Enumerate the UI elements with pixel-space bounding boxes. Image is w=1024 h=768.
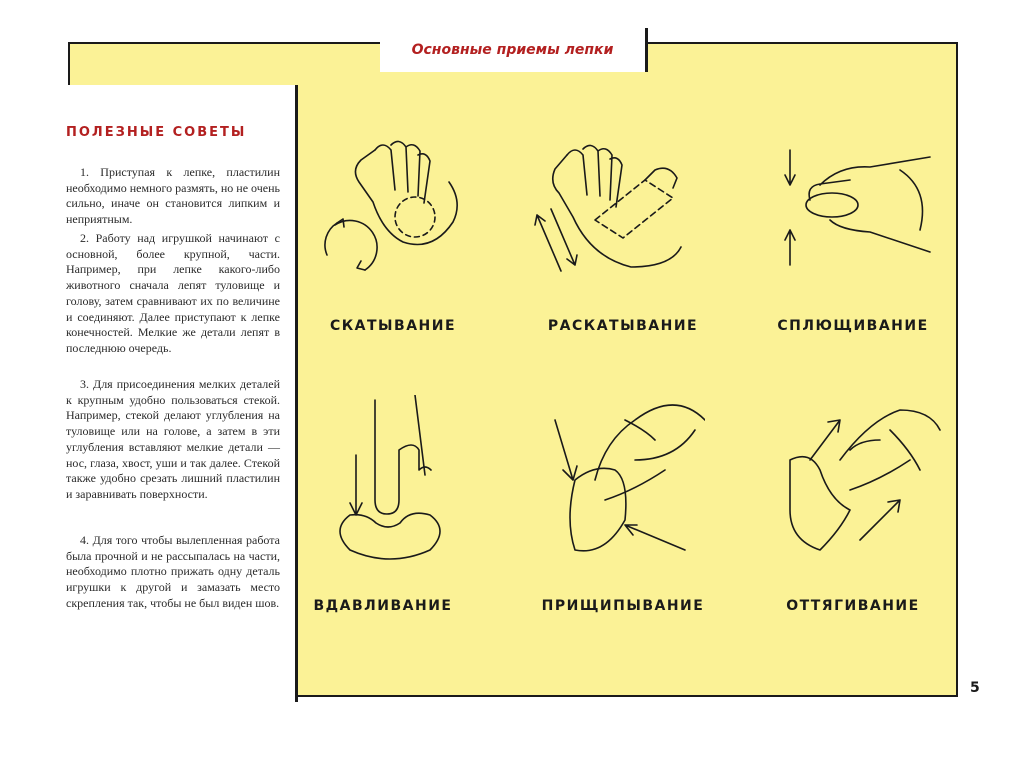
technique-label-rolling-out: РАСКАТЫВАНИЕ <box>547 318 699 334</box>
technique-label-pinching: ПРИЩИПЫВАНИЕ <box>541 598 705 614</box>
page-number: 5 <box>970 680 980 696</box>
technique-label-pulling: ОТТЯГИВАНИЕ <box>786 598 920 614</box>
page-title: Основные приемы лепки <box>411 42 614 58</box>
technique-label-rolling: СКАТЫВАНИЕ <box>329 318 457 334</box>
rolling-out-hands-icon <box>525 125 705 295</box>
tips-heading: ПОЛЕЗНЫЕ СОВЕТЫ <box>66 125 247 140</box>
technique-label-flattening: СПЛЮЩИВАНИЕ <box>777 318 929 334</box>
useful-tips-box <box>44 85 298 702</box>
pressing-finger-icon <box>320 395 470 565</box>
pulling-hand-icon <box>780 400 950 570</box>
tip-2: 2. Работу над игрушкой начинают с основной, более крупной, части. Например, при лепке какого-либо животного сначала лепят туловище и голову, затем сравнивают их по величине и соединяют. Далее приступают к лепке конечностей. Мелкие же детали лепят в последнюю очередь. <box>66 231 280 355</box>
flattening-hand-icon <box>770 130 940 290</box>
page-title-tab <box>380 28 648 72</box>
pinching-hand-icon <box>535 400 705 570</box>
tip-1: 1. Приступая к лепке, пластилин необходимо немного размять, но не очень сильно, иначе он становится липким и неприятным. <box>66 165 280 227</box>
technique-label-pressing: ВДАВЛИВАНИЕ <box>313 598 453 614</box>
rolling-hands-icon <box>305 125 475 295</box>
tip-3: 3. Для присоединения мелких деталей к крупным удобно пользоваться стекой. Например, стекой делают углубления на туловище или на голове, а затем в эти углубления вставляют мелкие детали — нос, глаза, хвост, уши и так далее. Стекой также удобно срезать лишний пластилин и заравнивать поверхности. <box>66 377 280 501</box>
tip-4: 4. Для того чтобы вылепленная работа была прочной и не рассыпалась на части, необходимо плотно прижать одну деталь игрушки к другой и замазать место скрепления так, чтобы не был виден шов. <box>66 533 280 610</box>
